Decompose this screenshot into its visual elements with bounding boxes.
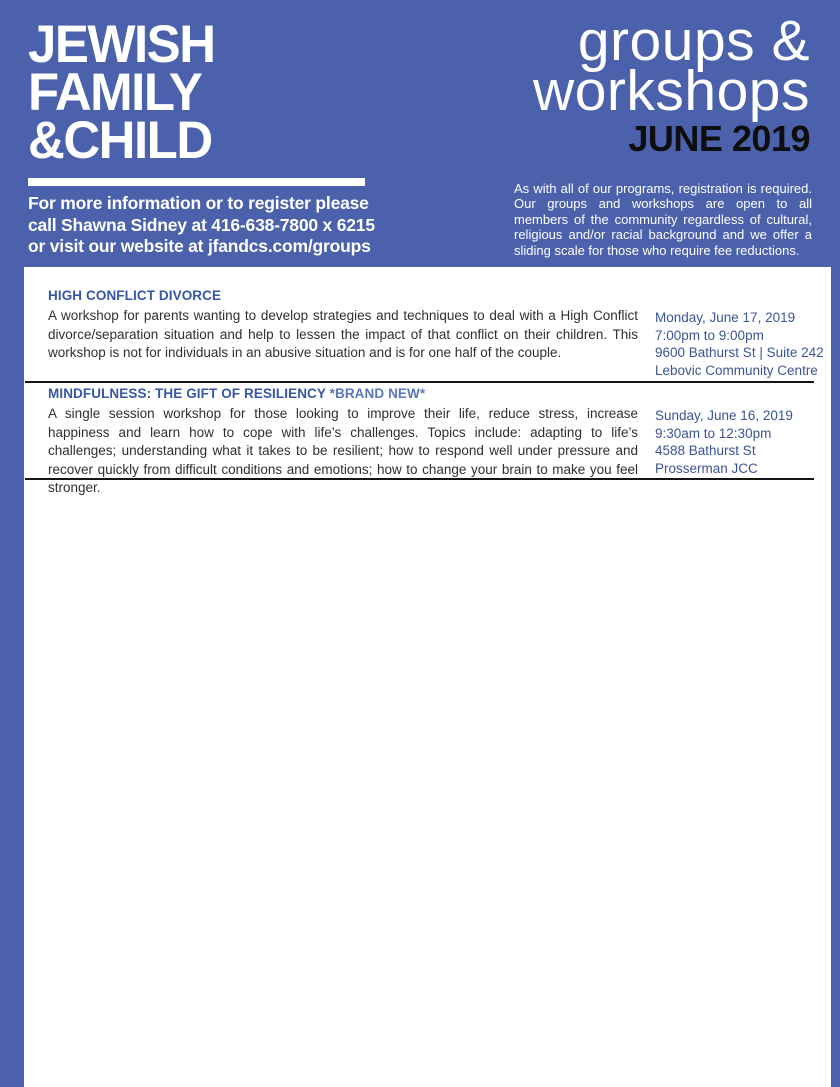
workshop-title: MINDFULNESS: THE GIFT OF RESILIENCY [48,386,326,401]
workshop-title: HIGH CONFLICT DIVORCE [48,288,222,303]
schedule-time: 7:00pm to 9:00pm [655,327,764,343]
intro-paragraph: As with all of our programs, registration is required. Our groups and workshops are open to all members of the community regardless of cultural, religious and/or racial background and we offer a sliding scale for those who require fee reductions. [514,181,812,258]
org-logo [28,14,215,170]
contact-line-website: or visit our website at jfandcs.com/groups [28,236,371,257]
section-divider [25,381,814,383]
schedule-venue: Lebovic Community Centre [655,362,818,378]
schedule-address: 4588 Bathurst St [655,443,756,458]
schedule-date: Monday, June 17, 2019 [655,310,796,325]
logo-line-family: FAMILY [28,62,202,122]
title-block [533,9,810,159]
flyer-header [0,0,840,267]
workshop-badge: *BRAND NEW* [329,386,426,401]
contact-line-phone: call Shawna Sidney at 416-638-7800 x 6215 [28,214,375,235]
schedule-date: Sunday, June 16, 2019 [655,408,793,423]
right-accent-bar [831,267,840,1087]
schedule-time: 9:30am to 12:30pm [655,425,772,441]
page-title-line-1: groups & [577,9,810,73]
section-divider [25,478,814,480]
schedule-venue: Prosserman JCC [655,460,758,476]
contact-line-info: For more information or to register please [28,193,369,213]
workshop-item-mindfulness [48,386,812,498]
page-title-line-2: workshops [533,59,810,123]
workshop-item-high-conflict-divorce [48,288,824,378]
logo-line-child: &CHILD [28,110,212,170]
contact-info [28,193,375,258]
workshop-schedule [655,407,793,477]
logo-underline-rule [28,178,365,186]
workshop-description: A workshop for parents wanting to develop strategies and techniques to deal with a High Conflict divorce/separation situation and help to lessen the impact of that conflict on their children. This workshop is not for individuals in an abusive situation and is for one half of the couple. [48,308,638,360]
workshop-description: A single session workshop for those looking to improve their life, reduce stress, increase happiness and learn how to cope with life’s challenges. Topics include: adapting to life’s challenges; understanding what it takes to be resilient; how to respond well under pressure and recover quickly from difficult conditions and emotions; how to change your brain to make you feel stronger. [48,406,638,495]
workshop-title-row [48,288,812,304]
workshop-schedule [655,309,824,379]
issue-date: JUNE 2019 [628,118,810,159]
workshop-title-row [48,386,812,402]
schedule-address: 9600 Bathurst St | Suite 242 [655,345,824,360]
logo-line-jewish: JEWISH [28,14,215,74]
